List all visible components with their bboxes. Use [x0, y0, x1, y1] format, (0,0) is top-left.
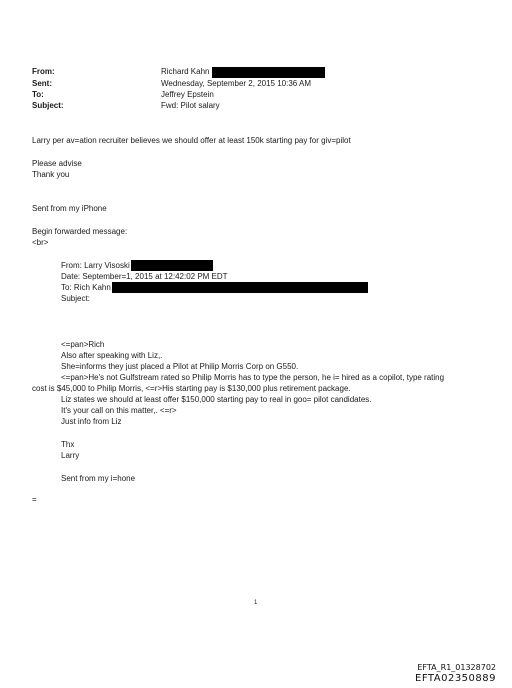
fwd-body-line: Just info from Liz: [61, 417, 122, 426]
fwd-body-line: Also after speaking with Liz,.: [61, 351, 163, 360]
from-label: From:: [32, 67, 55, 76]
fwd-body-line: It's your call on this matter,. <=r>: [61, 406, 177, 415]
bates-id-primary: EFTA_R1_01328702: [417, 663, 496, 672]
fwd-from: From: Larry Visoski: [61, 261, 130, 270]
fwd-body-line: cost is $45,000 to Philip Morris, <=r>His starting pay is $130,000 plus retirement package.: [32, 384, 351, 393]
body-line: Larry per av=ation recruiter believes we should offer at least 150k starting pay for giv=pilot: [32, 136, 351, 145]
page-number: 1: [254, 600, 258, 606]
sent-label: Sent:: [32, 79, 52, 88]
fwd-body-line: <=pan>He's not Gulfstream rated so Philip Morris has to type the person, he i= hired as a copilot, type rating: [61, 373, 445, 382]
trailing-equals: =: [32, 495, 37, 504]
to-value: Jeffrey Epstein: [161, 90, 214, 99]
redaction-bar: [112, 282, 368, 293]
to-label: To:: [32, 90, 44, 99]
fwd-to: To: Rich Kahn: [61, 283, 111, 292]
signature-line: Sent from my iPhone: [32, 204, 107, 213]
redaction-bar: [212, 67, 325, 78]
fwd-body-line: Liz states we should at least offer $150,000 starting pay to real in goo= pilot candidates.: [61, 395, 372, 404]
fwd-signature: Larry: [61, 451, 80, 460]
fwd-body-line: She=informs they just placed a Pilot at Philip Morris Corp on G550.: [61, 362, 299, 371]
body-line: <br>: [32, 238, 49, 247]
subject-value: Fwd: Pilot salary: [161, 101, 220, 110]
fwd-body-line: <=pan>Rich: [61, 340, 105, 349]
redaction-bar: [131, 260, 213, 271]
body-line: Please advise: [32, 159, 82, 168]
sent-value: Wednesday, September 2, 2015 10:36 AM: [161, 79, 312, 88]
forward-intro: Begin forwarded message:: [32, 227, 128, 236]
fwd-sent-from: Sent from my i=hone: [61, 474, 136, 483]
fwd-body-line: Thx: [61, 440, 75, 449]
fwd-date: Date: September=1, 2015 at 12:42:02 PM EDT: [61, 272, 228, 281]
fwd-subject: Subject:: [61, 294, 90, 303]
subject-label: Subject:: [32, 101, 64, 110]
bates-id-secondary: EFTA02350889: [415, 673, 496, 684]
body-line: Thank you: [32, 170, 70, 179]
from-value: Richard Kahn: [161, 67, 210, 76]
